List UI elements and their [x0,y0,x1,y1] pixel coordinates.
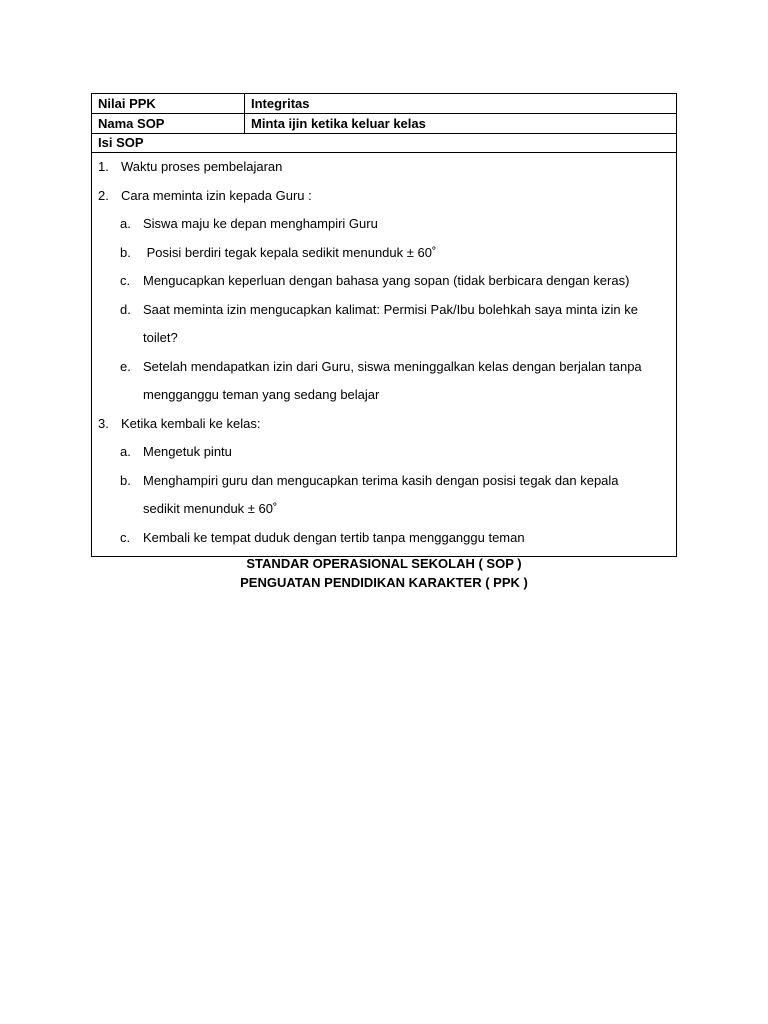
sub-item-text: Menghampiri guru dan mengucapkan terima kasih dengan posisi tegak dan kepala [143,472,619,488]
sub-item-letter: e. [120,358,131,374]
sub-item-text: Mengucapkan keperluan dengan bahasa yang sopan (tidak berbicara dengan keras) [143,273,630,288]
sop-table [91,93,677,557]
sub-item-letter: c. [120,529,131,545]
nama-sop-value: Minta ijin ketika keluar kelas [245,114,677,134]
sub-item-text: Posisi berdiri tegak kepala sedikit menunduk ± 60˚ [143,244,437,260]
sub-item-text: Mengetuk pintu [143,444,232,459]
row-isi-sop [92,134,677,153]
sub-item-letter: b. [120,244,131,260]
item-text: Ketika kembali ke kelas: [121,415,261,431]
sub-item-continuation: toilet? [143,330,178,345]
row-nama-sop [92,114,677,134]
sub-item-text: Siswa maju ke depan menghampiri Guru [143,216,378,231]
item-number: 1. [98,159,109,174]
item-number: 2. [98,187,109,203]
isi-sop-content [92,153,677,557]
sub-list-item [98,239,670,268]
document-title-sop: STANDAR OPERASIONAL SEKOLAH ( SOP ) [246,556,522,571]
sub-item-continuation: mengganggu teman yang sedang belajar [143,387,380,402]
sub-item-text: Kembali ke tempat duduk dengan tertib tanpa mengganggu teman [143,529,525,545]
sub-list-item [98,438,670,467]
sub-list-item [98,353,670,382]
nilai-ppk-label: Nilai PPK [92,94,245,114]
sub-item-text: Saat meminta izin mengucapkan kalimat: Permisi Pak/Ibu bolehkah saya minta izin ke [143,301,638,317]
sub-list-item [98,467,670,496]
sub-list-item [98,210,670,239]
list-item [98,153,670,182]
sub-item-letter: a. [120,444,131,459]
list-item [98,410,670,439]
sub-item-letter: d. [120,301,131,317]
sub-list-item [98,267,670,296]
sub-item-letter: c. [120,273,131,288]
row-nilai-ppk [92,94,677,114]
item-text: Waktu proses pembelajaran [121,159,283,174]
sub-list-item [98,524,670,553]
list-item [98,182,670,211]
nama-sop-label: Nama SOP [92,114,245,134]
item-number: 3. [98,415,109,431]
item-text: Cara meminta izin kepada Guru : [121,187,312,203]
document-title-ppk: PENGUATAN PENDIDIKAN KARAKTER ( PPK ) [240,575,528,590]
sub-item-letter: a. [120,216,131,231]
nilai-ppk-value: Integritas [245,94,677,114]
row-isi-content [92,153,677,557]
isi-sop-header: Isi SOP [92,134,677,153]
sub-item-continuation: sedikit menunduk ± 60˚ [143,501,278,516]
sub-list-item [98,296,670,325]
sub-item-text: Setelah mendapatkan izin dari Guru, siswa meninggalkan kelas dengan berjalan tanpa [143,358,642,374]
sub-item-letter: b. [120,472,131,488]
